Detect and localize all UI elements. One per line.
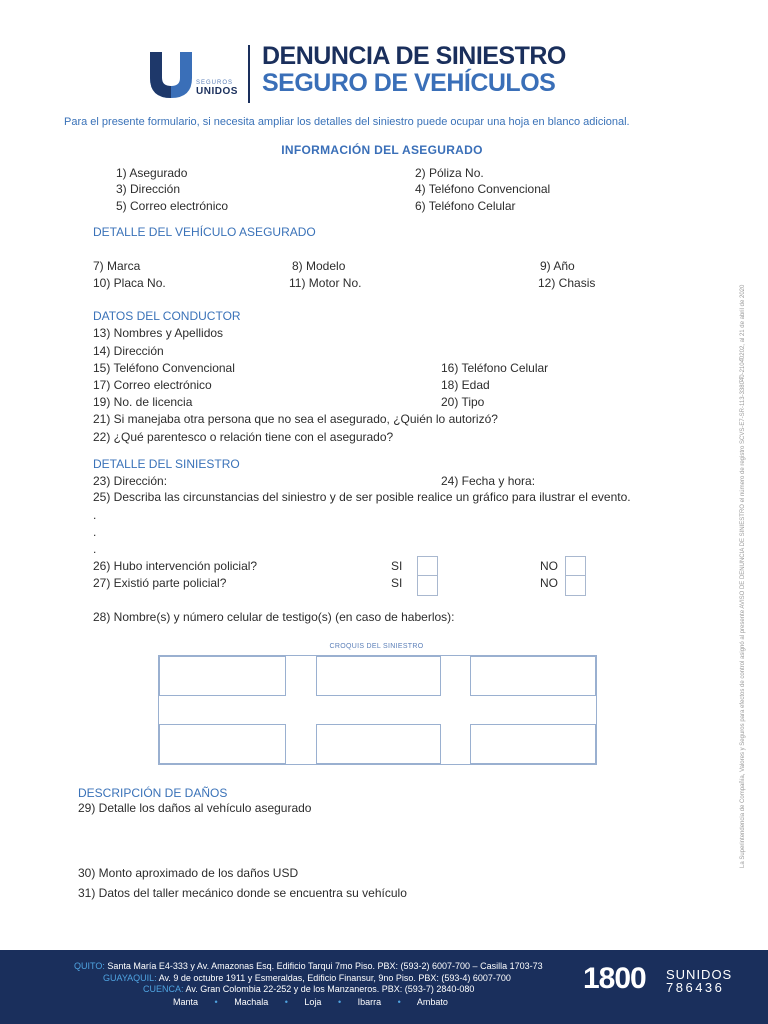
field-modelo: 8) Modelo bbox=[292, 259, 346, 273]
field-nombres-conductor: 13) Nombres y Apellidos bbox=[93, 326, 224, 340]
phone-digits: 786436 bbox=[666, 980, 725, 995]
checkbox-parte-no[interactable] bbox=[565, 575, 586, 596]
section-heading-conductor: DATOS DEL CONDUCTOR bbox=[93, 309, 241, 323]
field-edad: 18) Edad bbox=[441, 378, 490, 392]
field-correo-conductor: 17) Correo electrónico bbox=[93, 378, 212, 392]
section-heading-siniestro: DETALLE DEL SINIESTRO bbox=[93, 457, 240, 471]
field-testigos: 28) Nombre(s) y número celular de testigo(s) (en caso de haberlos): bbox=[93, 610, 455, 624]
sketch-block bbox=[470, 724, 596, 764]
field-motor: 11) Motor No. bbox=[289, 276, 362, 290]
field-intervencion-policial: 26) Hubo intervención policial? bbox=[93, 559, 258, 573]
section-heading-asegurado: INFORMACIÓN DEL ASEGURADO bbox=[281, 143, 483, 157]
sketch-block bbox=[159, 724, 286, 764]
field-parentesco: 22) ¿Qué parentesco o relación tiene con el asegurado? bbox=[93, 430, 394, 444]
blank-line-dot: . bbox=[93, 508, 97, 522]
field-autorizacion: 21) Si manejaba otra persona que no sea el asegurado, ¿Quién lo autorizó? bbox=[93, 412, 498, 426]
blank-line-dot: . bbox=[93, 542, 97, 556]
field-telefono-celular-asegurado: 6) Teléfono Celular bbox=[415, 199, 516, 213]
footer-city: Ibarra bbox=[357, 997, 382, 1007]
field-asegurado: 1) Asegurado bbox=[116, 166, 188, 180]
checkbox-intervencion-si[interactable] bbox=[417, 556, 438, 577]
footer-address-text: Av. 9 de octubre 1911 y Esmeraldas, Edificio Finansur, 9no Piso. PBX: (593-4) 6007-700 bbox=[158, 973, 511, 983]
registration-note: La Superintendencia de Compañía, Valores y Seguros para efectos de control asignó al presente AVISO DE DENUNCIA DE SINIESTRO el número de registro SCVS-E7-SR-113-3380̂4̂0-2104̂0202, al 21 de abril de 2020 bbox=[740, 284, 746, 868]
sketch-title: CROQUIS DEL SINIESTRO bbox=[329, 643, 424, 650]
checkbox-intervencion-no[interactable] bbox=[565, 556, 586, 577]
field-telefono-convencional-conductor: 15) Teléfono Convencional bbox=[93, 361, 235, 375]
field-circunstancias: 25) Describa las circunstancias del siniestro y de ser posible realice un gráfico para ilustrar el evento. bbox=[93, 490, 631, 504]
section-heading-danos: DESCRIPCIÓN DE DAÑOS bbox=[78, 786, 228, 800]
bullet-separator: • bbox=[337, 997, 342, 1007]
footer-city: Machala bbox=[234, 997, 269, 1007]
field-poliza: 2) Póliza No. bbox=[415, 166, 484, 180]
field-marca: 7) Marca bbox=[93, 259, 141, 273]
section-heading-vehiculo: DETALLE DEL VEHÍCULO ASEGURADO bbox=[93, 225, 316, 239]
option-si-label: SI bbox=[391, 576, 403, 590]
field-taller: 31) Datos del taller mecánico donde se encuentra su vehículo bbox=[78, 886, 407, 900]
footer-city-quito: QUITO: bbox=[74, 961, 105, 971]
footer-city-guayaquil: GUAYAQUIL: bbox=[103, 973, 157, 983]
field-chasis: 12) Chasis bbox=[538, 276, 596, 290]
field-monto-danos: 30) Monto aproximado de los daños USD bbox=[78, 866, 299, 880]
phone-number-1800: 1800 bbox=[583, 962, 646, 995]
footer-city-cuenca: CUENCA: bbox=[143, 984, 184, 994]
footer-address-text: Av. Gran Colombia 22-252 y de los Manzaneros. PBX: (593-7) 2840-080 bbox=[185, 984, 475, 994]
footer-city: Manta bbox=[173, 997, 199, 1007]
field-direccion-asegurado: 3) Dirección bbox=[116, 182, 181, 196]
footer-address-text: Santa María E4-333 y Av. Amazonas Esq. Edificio Tarqui 7mo Piso. PBX: (593-2) 6007-700 – Casilla 1703-73 bbox=[107, 961, 543, 971]
seguros-unidos-logo-icon bbox=[146, 48, 196, 100]
header-divider bbox=[248, 45, 250, 103]
field-direccion-siniestro: 23) Dirección: bbox=[93, 474, 168, 488]
option-no-label: NO bbox=[540, 576, 558, 590]
phone-word: SUNIDOS bbox=[666, 967, 733, 982]
document-subtitle: SEGURO DE VEHÍCULOS bbox=[262, 69, 556, 97]
footer-branch-cities bbox=[173, 997, 448, 1007]
phone-number-word bbox=[666, 968, 732, 994]
checkbox-parte-si[interactable] bbox=[417, 575, 438, 596]
logo-subtitle: SEGUROS bbox=[196, 80, 234, 86]
field-telefono-convencional-asegurado: 4) Teléfono Convencional bbox=[415, 182, 551, 196]
bullet-separator: • bbox=[284, 997, 288, 1007]
field-licencia: 19) No. de licencia bbox=[93, 395, 193, 409]
field-anio: 9) Año bbox=[540, 259, 575, 273]
field-placa: 10) Placa No. bbox=[93, 276, 166, 290]
field-tipo-licencia: 20) Tipo bbox=[441, 395, 485, 409]
bullet-separator: • bbox=[214, 997, 218, 1007]
footer-address-quito bbox=[74, 960, 543, 972]
footer-address-cuenca bbox=[143, 983, 474, 995]
document-title: DENUNCIA DE SINIESTRO bbox=[262, 42, 566, 70]
blank-line-dot: . bbox=[93, 525, 97, 539]
sketch-block bbox=[159, 656, 286, 696]
field-fecha-hora: 24) Fecha y hora: bbox=[441, 474, 536, 488]
option-no-label: NO bbox=[540, 559, 558, 573]
field-detalle-danos: 29) Detalle los daños al vehículo asegurado bbox=[78, 801, 312, 815]
option-si-label: SI bbox=[391, 559, 403, 573]
intro-note: Para el presente formulario, si necesita ampliar los detalles del siniestro puede ocupar una hoja en blanco adicional. bbox=[64, 116, 630, 128]
field-telefono-celular-conductor: 16) Teléfono Celular bbox=[441, 361, 549, 375]
field-correo-asegurado: 5) Correo electrónico bbox=[116, 199, 229, 213]
sketch-block bbox=[316, 656, 441, 696]
field-parte-policial: 27) Existió parte policial? bbox=[93, 576, 227, 590]
footer-city: Ambato bbox=[416, 997, 448, 1007]
logo-name: UNIDOS bbox=[196, 86, 238, 97]
sketch-block bbox=[316, 724, 441, 764]
footer-city: Loja bbox=[304, 997, 322, 1007]
sketch-block bbox=[470, 656, 596, 696]
bullet-separator: • bbox=[397, 997, 401, 1007]
field-direccion-conductor: 14) Dirección bbox=[93, 344, 164, 358]
